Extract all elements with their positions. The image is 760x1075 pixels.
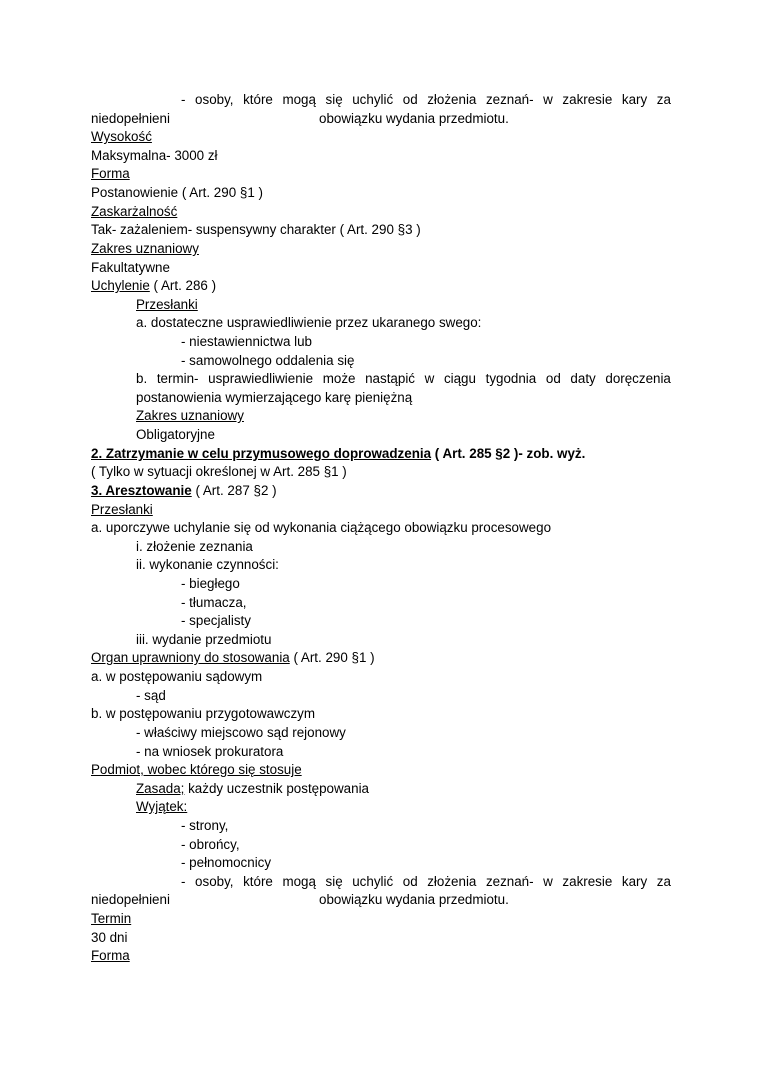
word: - — [181, 92, 186, 107]
word: kary — [621, 92, 648, 107]
termin-heading: Termin — [91, 911, 132, 926]
section3-ii-item: - tłumacza, — [181, 595, 247, 610]
wyjatek-item: - obrońcy, — [181, 837, 240, 852]
word: od — [402, 874, 418, 889]
wyjatek-item: - pełnomocnicy — [181, 855, 272, 870]
word: które — [243, 92, 273, 107]
zaskarzalnosc-heading: Zaskarżalność — [91, 204, 178, 219]
word: daty — [570, 371, 596, 386]
zasada-value: każdy uczestnik postępowania — [184, 781, 369, 796]
word: się — [325, 874, 343, 889]
word: zakresie — [562, 92, 613, 107]
section3-ii-item: - biegłego — [181, 576, 240, 591]
organ-b-item: - właściwy miejscowo sąd rejonowy — [136, 725, 346, 740]
word: się — [325, 92, 343, 107]
section3-przeslanka-a: a. uporczywe uchylanie się od wykonania ciążącego obowiązku procesowego — [91, 520, 552, 535]
word: w — [424, 371, 435, 386]
word: od — [545, 371, 561, 386]
przeslanka-b — [136, 370, 671, 389]
word: tygodnia — [485, 371, 537, 386]
word: zeznań- — [485, 92, 534, 107]
przeslanka-a: a. dostateczne usprawiedliwienie przez ukaranego swego: — [136, 315, 482, 330]
osoby-line-top — [181, 91, 671, 110]
organ-ref: ( Art. 290 §1 ) — [289, 650, 375, 665]
word: kary — [621, 874, 648, 889]
uchylenie-heading — [91, 277, 671, 296]
section3-ii: ii. wykonanie czynności: — [136, 557, 279, 572]
wyjatek-item: - strony, — [181, 818, 229, 833]
word: doręczenia — [605, 371, 671, 386]
zaskarzalnosc-value: Tak- zażaleniem- suspensywny charakter ( Art. 290 §3 ) — [91, 222, 421, 237]
obowiazku-text: obowiązku wydania przedmiotu. — [319, 892, 509, 907]
word: zakresie — [562, 874, 613, 889]
przeslanka-a-item: - samowolnego oddalenia się — [181, 353, 355, 368]
section3-przeslanki-heading: Przesłanki — [91, 502, 153, 517]
wysokosc-heading: Wysokość — [91, 129, 152, 144]
word: uchylić — [352, 874, 394, 889]
section3-title: 3. Aresztowanie — [91, 483, 192, 498]
word: w — [543, 92, 553, 107]
word: mogą — [282, 874, 316, 889]
word: osoby, — [195, 874, 234, 889]
organ-heading — [91, 649, 671, 668]
organ-b: b. w postępowaniu przygotowawczym — [91, 706, 316, 721]
organ-label: Organ uprawniony do stosowania — [91, 650, 290, 665]
organ-b-item: - na wniosek prokuratora — [136, 744, 284, 759]
word: b. — [136, 371, 148, 386]
word: - — [181, 874, 186, 889]
przeslanka-a-item: - niestawiennictwa lub — [181, 334, 312, 349]
organ-a: a. w postępowaniu sądowym — [91, 669, 263, 684]
word: może — [322, 371, 356, 386]
word: ciągu — [443, 371, 476, 386]
section3-ref: ( Art. 287 §2 ) — [191, 483, 277, 498]
word: złożenia — [427, 874, 477, 889]
word: złożenia — [427, 92, 477, 107]
wyjatek-heading: Wyjątek: — [136, 799, 188, 814]
niedopelnieni-line-bottom — [91, 891, 671, 910]
section2-note: ( Tylko w sytuacji określonej w Art. 285 §1 ) — [91, 464, 347, 479]
word: uchylić — [352, 92, 394, 107]
niedopelnieni-text: niedopełnieni — [91, 892, 170, 907]
obowiazku-text: obowiązku wydania przedmiotu. — [319, 111, 509, 126]
forma-heading: Forma — [91, 166, 130, 181]
section2-title: 2. Zatrzymanie w celu przymusowego doprowadzenia — [91, 446, 432, 461]
przeslanka-b-cont: postanowienia wymierzającego karę pieniężną — [136, 390, 413, 405]
word: w — [543, 874, 553, 889]
wysokosc-value: Maksymalna- 3000 zł — [91, 148, 218, 163]
zakres2-value: Obligatoryjne — [136, 427, 215, 442]
uchylenie-ref: ( Art. 286 ) — [149, 278, 217, 293]
word: zeznań- — [485, 874, 534, 889]
organ-a-item: - sąd — [136, 688, 166, 703]
section3-iii: iii. wydanie przedmiotu — [136, 632, 272, 647]
osoby-line-bottom — [181, 873, 671, 892]
niedopelnieni-text: niedopełnieni — [91, 111, 170, 126]
word: mogą — [282, 92, 316, 107]
zakres-value: Fakultatywne — [91, 260, 170, 275]
word: za — [656, 874, 671, 889]
section2-ref: ( Art. 285 §2 )- zob. wyż. — [431, 446, 586, 461]
forma-heading-bottom: Forma — [91, 948, 130, 963]
uchylenie-label: Uchylenie — [91, 278, 150, 293]
zasada-line — [136, 780, 671, 799]
niedopelnieni-line-top — [91, 110, 671, 129]
word: nastąpić — [365, 371, 415, 386]
termin-value: 30 dni — [91, 930, 128, 945]
word: usprawiedliwienie — [208, 371, 314, 386]
section3-heading — [91, 482, 671, 501]
forma-value: Postanowienie ( Art. 290 §1 ) — [91, 185, 263, 200]
word: za — [656, 92, 671, 107]
przeslanki-heading: Przesłanki — [136, 297, 198, 312]
zasada-label: Zasada; — [136, 781, 185, 796]
word: osoby, — [195, 92, 234, 107]
zakres2-heading: Zakres uznaniowy — [136, 408, 244, 423]
section3-ii-item: - specjalisty — [181, 613, 251, 628]
word: od — [402, 92, 418, 107]
section3-i: i. złożenie zeznania — [136, 539, 253, 554]
zakres-heading: Zakres uznaniowy — [91, 241, 199, 256]
word: termin- — [156, 371, 199, 386]
podmiot-heading: Podmiot, wobec którego się stosuje — [91, 762, 302, 777]
word: które — [243, 874, 273, 889]
section2-heading — [91, 445, 671, 464]
